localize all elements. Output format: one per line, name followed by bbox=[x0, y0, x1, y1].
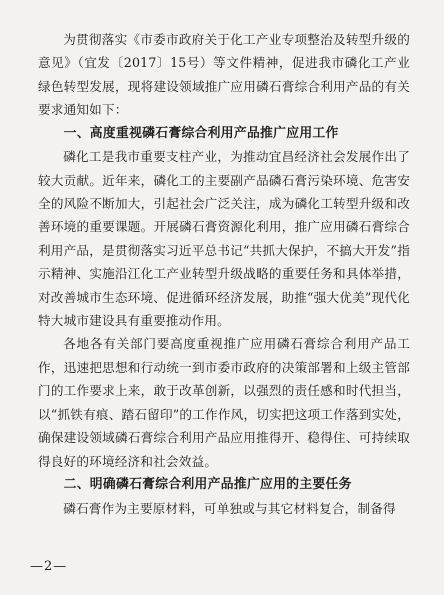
section-heading-1: 一、高度重视磷石膏综合利用产品推广应用工作 bbox=[63, 125, 339, 141]
section-heading-2: 二、明确磷石膏综合利用产品推广应用的主要任务 bbox=[63, 476, 352, 492]
section-2-paragraph-1: 磷石膏作为主要原材料，可单独或与其它材料复合，制备得 bbox=[63, 500, 396, 516]
page-number: —2— bbox=[30, 559, 68, 574]
section-1-paragraph-2: 各地各有关部门要高度重视推广应用磷石膏综合利用产品工作，迅速把思想和行动统一到市委市政府的决策部署和上级主管部门的工作要求上来，敢于改革创新，以强烈的责任感和时代担当，以“抓铁有痕、踏石留印”的工作作风，切实把这项工作落到实处，确保建设领域磷石膏综合利用产品应用推得开、稳得住、可持续取得良好的环境经济和社会效益。 bbox=[38, 336, 410, 469]
section-1-paragraph-1: 磷化工是我市重要支柱产业，为推动宜昌经济社会发展作出了较大贡献。近年来，磷化工的主要副产品磷石膏污染环境、危害安全的风险不断加大，引起社会广泛关注，成为磷化工转型升级和改善环境的重要课题。开展磷石膏资源化利用，推广应用磷石膏综合利用产品，是贯彻落实习近平总书记“共抓大保护，不搞大开发”指示精神、实施沿江化工产业转型升级战略的重要任务和具体举措，对改善城市生态环境、促进循环经济发展，助推“强大优美”现代化特大城市建设具有重要推动作用。 bbox=[38, 149, 410, 329]
intro-paragraph: 为贯彻落实《市委市政府关于化工产业专项整治及转型升级的意见》（宜发〔2017〕15号）等文件精神，促进我市磷化工产业绿色转型发展，现将建设领域推广应用磷石膏综合利用产品的有关要求通知如下： bbox=[38, 32, 410, 118]
